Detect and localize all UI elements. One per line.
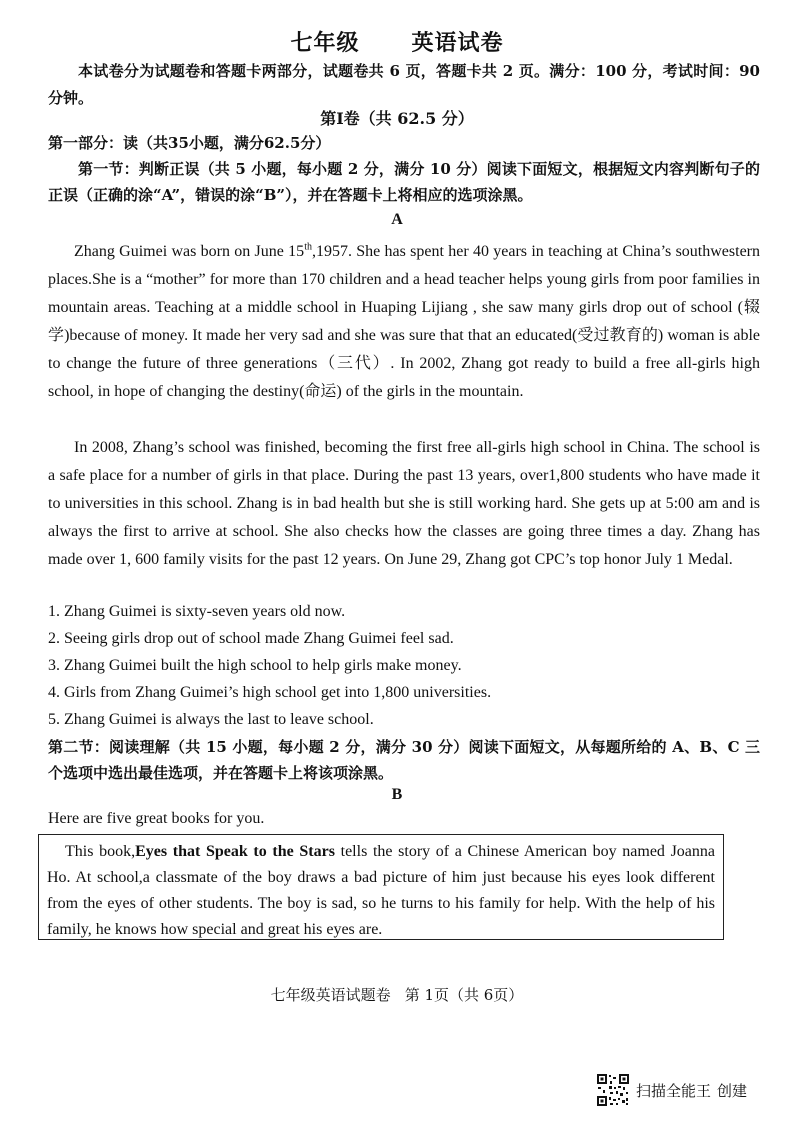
book-title: Eyes that Speak to the Stars [135, 843, 335, 860]
scanner-watermark [596, 1072, 747, 1108]
question-item: 4. Girls from Zhang Guimei’s high school get into 1,800 universities. [48, 684, 492, 701]
question-item: 3. Zhang Guimei built the high school to help girls make money. [48, 657, 462, 674]
volume-title: 第I卷（共 62.5 分） [320, 109, 474, 128]
question-item: 1. Zhang Guimei is sixty-seven years old now. [48, 603, 346, 620]
subject-label: 英语试卷 [411, 30, 504, 56]
page-footer [0, 984, 794, 1005]
passage-b-letter: B [391, 786, 403, 803]
footer-page-number: 第 1页（共 6页） [404, 986, 524, 1004]
passage-a-paragraph-1: Zhang Guimei was born on June 15th,1957. She has spent her 40 years in teaching at China’s southwestern places.She is a “mother” for more than 170 children and a head teacher helps young girls from poor families in mountain areas. Teaching at a middle school in Huaping Lijiang , she saw many girls drop out of school (辍学)because of money. It made her very sad and she was sure that that an educated(受过教育的) woman is able to change the future of three generations（三代）. In 2002, Zhang got ready to build a free all-girls high school, in hope of changing the destiny(命运) of the girls in the mountain. [48, 241, 761, 400]
passage-a-paragraph-2: In 2008, Zhang’s school was finished, becoming the first free all-girls high school in China. The school is a safe place for a number of girls in that place. During the past 13 years, over1,800 students who have made it to universities in this school. Zhang is in bad health but she is still working hard. She gets up at 5:00 am and is always the first to arrive at school. She also checks how the classes are going three times a day. Zhang has made over 1, 600 family visits for the past 12 years. On June 29, Zhang got CPC’s top honor July 1 Medal. [48, 439, 760, 568]
passage-a-letter: A [391, 211, 403, 228]
qr-code-icon [596, 1073, 630, 1107]
question-item: 2. Seeing girls drop out of school made Zhang Guimei feel sad. [48, 630, 454, 647]
exam-title [0, 26, 794, 57]
question-item: 5. Zhang Guimei is always the last to leave school. [48, 711, 374, 728]
footer-doc-name: 七年级英语试题卷 [270, 986, 391, 1004]
scanner-label: 扫描全能王 创建 [636, 1081, 748, 1100]
passage-b-lead: Here are five great books for you. [48, 810, 265, 827]
question-list [48, 598, 760, 733]
grade-label: 七年级 [290, 30, 360, 56]
section-two-instructions: 第二节：阅读理解（共 15 小题，每小题 2 分，满分 30 分）阅读下面短文，从每题所给的 A、B、C 三个选项中选出最佳选项，并在答题卡上将该项涂黑。 [48, 738, 760, 782]
part-one-heading: 第一部分：读（共35小题，满分62.5分） [48, 134, 331, 152]
exam-intro: 本试卷分为试题卷和答题卡两部分，试题卷共 6 页，答题卡共 2 页。满分：100 分，考试时间：90 分钟。 [48, 62, 760, 107]
section-one-instructions: 第一节：判断正误（共 5 小题，每小题 2 分，满分 10 分）阅读下面短文，根据短文内容判断句子的正误（正确的涂“A”，错误的涂“B”），并在答题卡上将相应的选项涂黑。 [48, 160, 760, 204]
book-description-box [38, 834, 724, 940]
book-description: This book,Eyes that Speak to the Stars tells the story of a Chinese American boy named Joanna Ho. At school,a classmate of the boy draws a bad picture of him just because his eyes look different from the eyes of other students. The boy is sad, so he turns to his family for help. With the help of his family, he knows how special and great his eyes are. [47, 843, 716, 938]
